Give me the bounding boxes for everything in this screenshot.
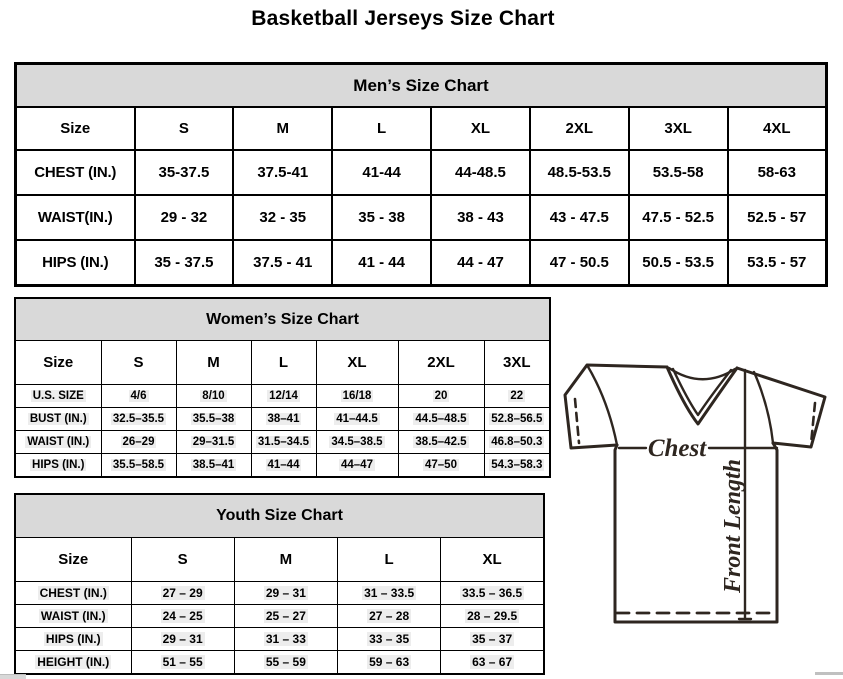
value-cell: 47–50	[398, 454, 484, 478]
value-cell: 27 – 29	[131, 582, 234, 605]
value-cell: 41–44.5	[316, 408, 398, 431]
value-cell: 41 - 44	[332, 240, 431, 286]
value-cell: 59 – 63	[338, 651, 441, 675]
youth-size-table	[14, 493, 545, 675]
size-label: Size	[15, 341, 101, 385]
size-column-header: L	[251, 341, 316, 385]
value-cell: 51 – 55	[131, 651, 234, 675]
value-cell: 58-63	[728, 150, 827, 195]
value-cell: 63 – 67	[441, 651, 544, 675]
size-column-header: L	[332, 107, 431, 150]
value-cell: 53.5-58	[629, 150, 728, 195]
value-cell: 33.5 – 36.5	[441, 582, 544, 605]
jersey-body	[615, 443, 777, 622]
size-column-header: S	[101, 341, 176, 385]
jersey-measurement-diagram	[558, 358, 838, 678]
size-column-header: M	[233, 107, 332, 150]
value-cell: 4/6	[101, 385, 176, 408]
value-cell: 38.5–41	[176, 454, 251, 478]
value-cell: 31 – 33.5	[338, 582, 441, 605]
size-column-header: XL	[441, 538, 544, 582]
value-cell: 29–31.5	[176, 431, 251, 454]
row-label: WAIST (IN.)	[15, 605, 131, 628]
value-cell: 46.8–50.3	[484, 431, 550, 454]
mens-size-table	[14, 62, 828, 287]
value-cell: 44–47	[316, 454, 398, 478]
size-column-header: M	[234, 538, 337, 582]
value-cell: 44 - 47	[431, 240, 530, 286]
value-cell: 52.5 - 57	[728, 195, 827, 240]
table-title: Women’s Size Chart	[15, 298, 550, 341]
row-label: HEIGHT (IN.)	[15, 651, 131, 675]
jersey-left-cuff-dashes	[575, 399, 579, 443]
row-label: WAIST (IN.)	[15, 431, 101, 454]
value-cell: 35 - 38	[332, 195, 431, 240]
size-column-header: 3XL	[484, 341, 550, 385]
front-length-label: Front Length	[720, 458, 746, 594]
row-label: WAIST(IN.)	[16, 195, 135, 240]
row-label: HIPS (IN.)	[16, 240, 135, 286]
value-cell: 54.3–58.3	[484, 454, 550, 478]
value-cell: 50.5 - 53.5	[629, 240, 728, 286]
value-cell: 8/10	[176, 385, 251, 408]
scrollbar-fragment-right	[815, 672, 843, 675]
value-cell: 35.5–58.5	[101, 454, 176, 478]
womens-size-table	[14, 297, 551, 478]
value-cell: 20	[398, 385, 484, 408]
value-cell: 35.5–38	[176, 408, 251, 431]
value-cell: 16/18	[316, 385, 398, 408]
size-column-header: S	[135, 107, 234, 150]
value-cell: 35 – 37	[441, 628, 544, 651]
value-cell: 41-44	[332, 150, 431, 195]
value-cell: 29 - 32	[135, 195, 234, 240]
value-cell: 27 – 28	[338, 605, 441, 628]
row-label: HIPS (IN.)	[15, 454, 101, 478]
value-cell: 44-48.5	[431, 150, 530, 195]
row-label: CHEST (IN.)	[15, 582, 131, 605]
value-cell: 55 – 59	[234, 651, 337, 675]
value-cell: 37.5-41	[233, 150, 332, 195]
value-cell: 33 – 35	[338, 628, 441, 651]
size-column-header: 2XL	[530, 107, 629, 150]
value-cell: 35 - 37.5	[135, 240, 234, 286]
row-label: U.S. SIZE	[15, 385, 101, 408]
value-cell: 47.5 - 52.5	[629, 195, 728, 240]
size-column-header: XL	[431, 107, 530, 150]
value-cell: 22	[484, 385, 550, 408]
jersey-right-seam	[754, 372, 773, 443]
scrollbar-fragment-left	[0, 674, 26, 679]
size-column-header: 2XL	[398, 341, 484, 385]
value-cell: 29 – 31	[234, 582, 337, 605]
value-cell: 34.5–38.5	[316, 431, 398, 454]
value-cell: 38–41	[251, 408, 316, 431]
value-cell: 31.5–34.5	[251, 431, 316, 454]
jersey-left-seam	[587, 365, 617, 445]
value-cell: 25 – 27	[234, 605, 337, 628]
value-cell: 32 - 35	[233, 195, 332, 240]
size-column-header: S	[131, 538, 234, 582]
value-cell: 24 – 25	[131, 605, 234, 628]
value-cell: 48.5-53.5	[530, 150, 629, 195]
value-cell: 38.5–42.5	[398, 431, 484, 454]
table-title: Men’s Size Chart	[16, 64, 827, 108]
row-label: CHEST (IN.)	[16, 150, 135, 195]
value-cell: 44.5–48.5	[398, 408, 484, 431]
page-title: Basketball Jerseys Size Chart	[251, 7, 555, 30]
value-cell: 53.5 - 57	[728, 240, 827, 286]
value-cell: 35-37.5	[135, 150, 234, 195]
value-cell: 47 - 50.5	[530, 240, 629, 286]
value-cell: 37.5 - 41	[233, 240, 332, 286]
table-title: Youth Size Chart	[15, 494, 544, 538]
size-column-header: M	[176, 341, 251, 385]
size-column-header: XL	[316, 341, 398, 385]
value-cell: 32.5–35.5	[101, 408, 176, 431]
size-label: Size	[15, 538, 131, 582]
value-cell: 26–29	[101, 431, 176, 454]
size-column-header: 4XL	[728, 107, 827, 150]
value-cell: 29 – 31	[131, 628, 234, 651]
size-label: Size	[16, 107, 135, 150]
value-cell: 12/14	[251, 385, 316, 408]
value-cell: 38 - 43	[431, 195, 530, 240]
value-cell: 28 – 29.5	[441, 605, 544, 628]
value-cell: 43 - 47.5	[530, 195, 629, 240]
chest-label: Chest	[647, 435, 707, 462]
size-column-header: L	[338, 538, 441, 582]
value-cell: 52.8–56.5	[484, 408, 550, 431]
value-cell: 31 – 33	[234, 628, 337, 651]
size-column-header: 3XL	[629, 107, 728, 150]
value-cell: 41–44	[251, 454, 316, 478]
row-label: BUST (IN.)	[15, 408, 101, 431]
row-label: HIPS (IN.)	[15, 628, 131, 651]
